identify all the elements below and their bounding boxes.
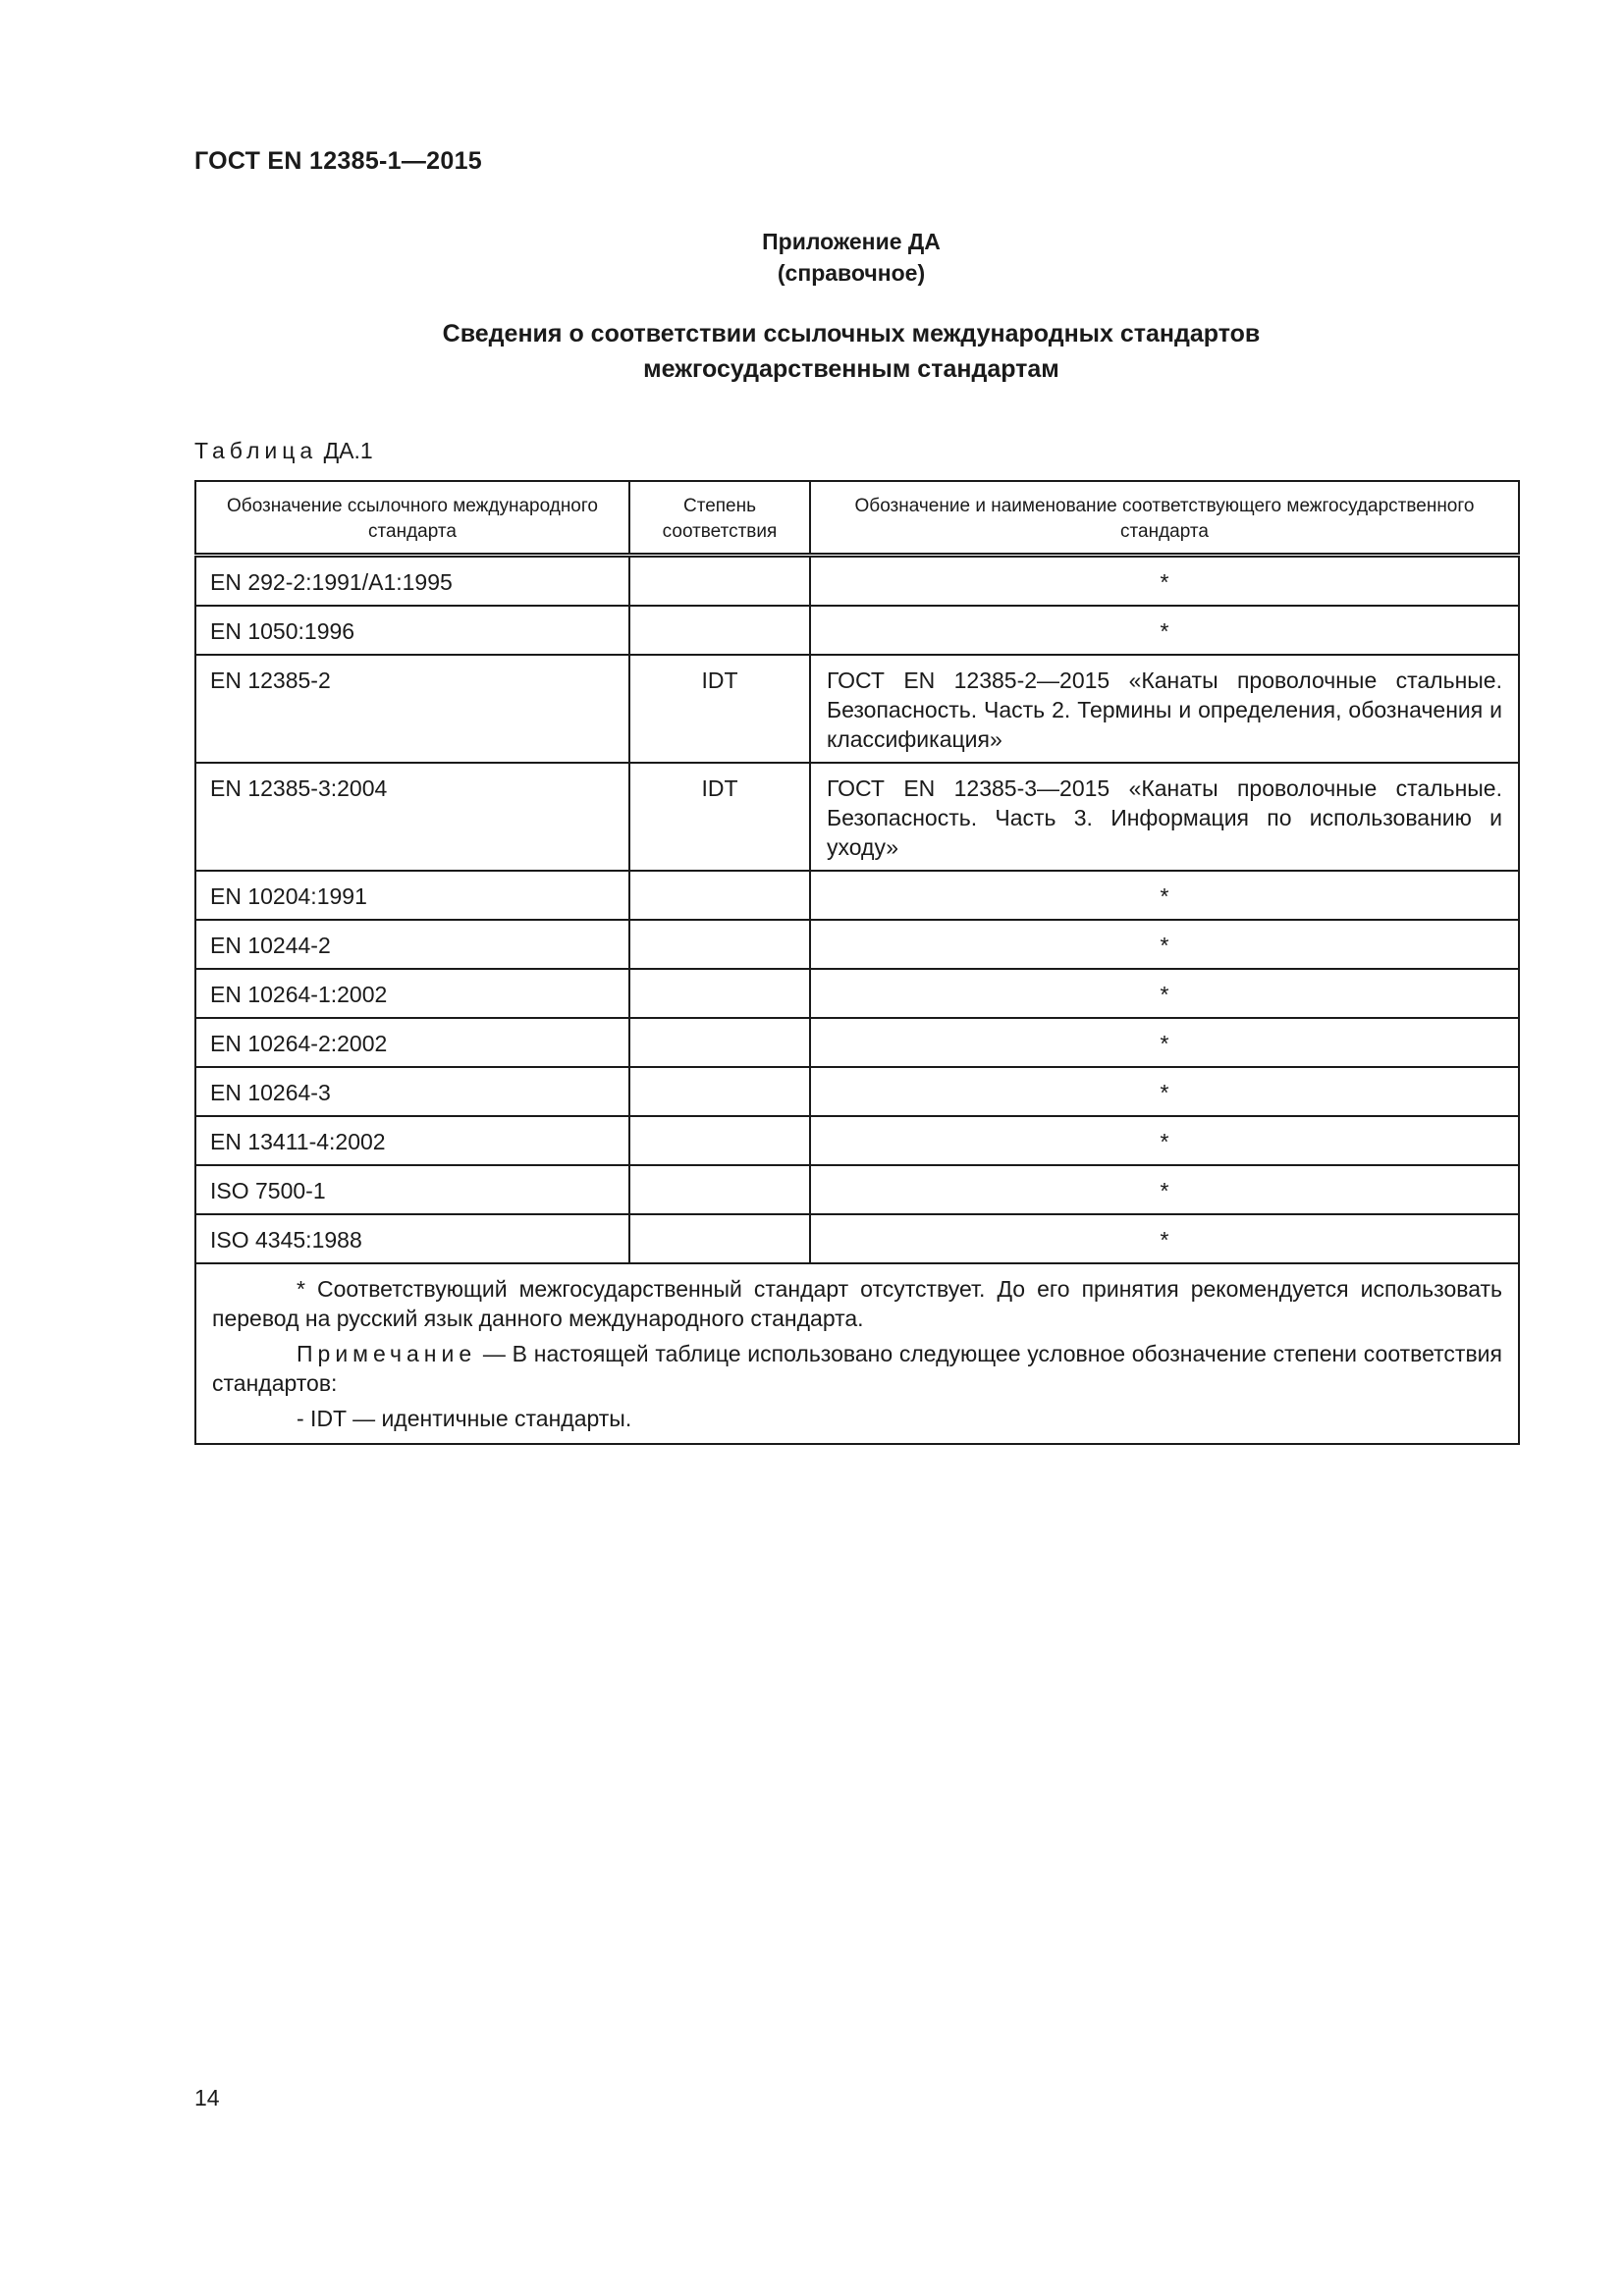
table-caption-label: Таблица <box>194 438 318 463</box>
cell-degree <box>629 556 810 607</box>
document-code: ГОСТ EN 12385-1—2015 <box>194 147 482 175</box>
cell-ref: EN 10264-1:2002 <box>195 969 629 1018</box>
header-ref-standard: Обозначение ссылочного международного стандарта <box>195 481 629 556</box>
cell-degree <box>629 1214 810 1263</box>
cell-ref: EN 10264-3 <box>195 1067 629 1116</box>
cell-standard: * <box>810 1116 1519 1165</box>
table-footnote: * Соответствующий межгосударственный стандарт отсутствует. До его принятия рекомендуется использовать перевод на русский язык данного международного стандарта. <box>212 1276 1502 1331</box>
table-row <box>195 1165 1519 1214</box>
section-title-line-1: Сведения о соответствии ссылочных международных стандартов <box>442 320 1261 347</box>
cell-standard: * <box>810 920 1519 969</box>
appendix-heading <box>0 226 1624 289</box>
cell-degree <box>629 969 810 1018</box>
cell-degree <box>629 920 810 969</box>
cell-degree: IDT <box>629 763 810 871</box>
cell-ref: EN 13411-4:2002 <box>195 1116 629 1165</box>
table-caption <box>194 438 373 464</box>
cell-ref: EN 10264-2:2002 <box>195 1018 629 1067</box>
cell-degree <box>629 1018 810 1067</box>
table-row <box>195 969 1519 1018</box>
table-notes-row <box>195 1263 1519 1444</box>
cell-standard: * <box>810 1067 1519 1116</box>
table-caption-number: ДА.1 <box>323 438 373 463</box>
cell-degree <box>629 1116 810 1165</box>
correspondence-table <box>194 480 1520 1445</box>
cell-standard: * <box>810 969 1519 1018</box>
table-row <box>195 871 1519 920</box>
cell-degree <box>629 871 810 920</box>
cell-standard: ГОСТ EN 12385-2—2015 «Канаты проволочные стальные. Безопасность. Часть 2. Термины и определения, обозначения и классификация» <box>810 655 1519 763</box>
note-label: Примечание <box>297 1341 477 1366</box>
note-text: — В настоящей таблице использовано следующее условное обозначение степени соответствия стандартов: <box>212 1341 1502 1396</box>
table-row <box>195 1067 1519 1116</box>
cell-ref: ISO 7500-1 <box>195 1165 629 1214</box>
correspondence-table-container <box>194 480 1518 1445</box>
cell-ref: EN 10204:1991 <box>195 871 629 920</box>
appendix-subtitle: (справочное) <box>777 260 926 286</box>
header-degree: Степень соответствия <box>629 481 810 556</box>
cell-standard: * <box>810 871 1519 920</box>
table-row <box>195 556 1519 607</box>
table-row <box>195 763 1519 871</box>
cell-ref: EN 12385-2 <box>195 655 629 763</box>
cell-degree <box>629 1165 810 1214</box>
note-list-item: - IDT — идентичные стандарты. <box>297 1406 632 1431</box>
table-row <box>195 606 1519 655</box>
table-row <box>195 655 1519 763</box>
cell-degree <box>629 1067 810 1116</box>
header-interstate-standard: Обозначение и наименование соответствующего межгосударственного стандарта <box>810 481 1519 556</box>
cell-degree <box>629 606 810 655</box>
table-note <box>212 1339 1502 1398</box>
page-number: 14 <box>194 2085 220 2110</box>
table-row <box>195 1214 1519 1263</box>
table-notes <box>195 1263 1519 1444</box>
cell-ref: EN 12385-3:2004 <box>195 763 629 871</box>
table-row <box>195 1018 1519 1067</box>
cell-standard: * <box>810 556 1519 607</box>
table-header-row <box>195 481 1519 556</box>
section-title <box>0 316 1624 387</box>
cell-ref: EN 10244-2 <box>195 920 629 969</box>
cell-standard: * <box>810 1018 1519 1067</box>
cell-standard: * <box>810 1214 1519 1263</box>
cell-standard: * <box>810 1165 1519 1214</box>
cell-degree: IDT <box>629 655 810 763</box>
section-title-line-2: межгосударственным стандартам <box>643 355 1059 383</box>
cell-ref: EN 292-2:1991/A1:1995 <box>195 556 629 607</box>
cell-standard: * <box>810 606 1519 655</box>
table-row <box>195 920 1519 969</box>
cell-ref: EN 1050:1996 <box>195 606 629 655</box>
cell-standard: ГОСТ EN 12385-3—2015 «Канаты проволочные стальные. Безопасность. Часть 3. Информация по использованию и уходу» <box>810 763 1519 871</box>
table-row <box>195 1116 1519 1165</box>
appendix-title: Приложение ДА <box>762 229 941 254</box>
cell-ref: ISO 4345:1988 <box>195 1214 629 1263</box>
